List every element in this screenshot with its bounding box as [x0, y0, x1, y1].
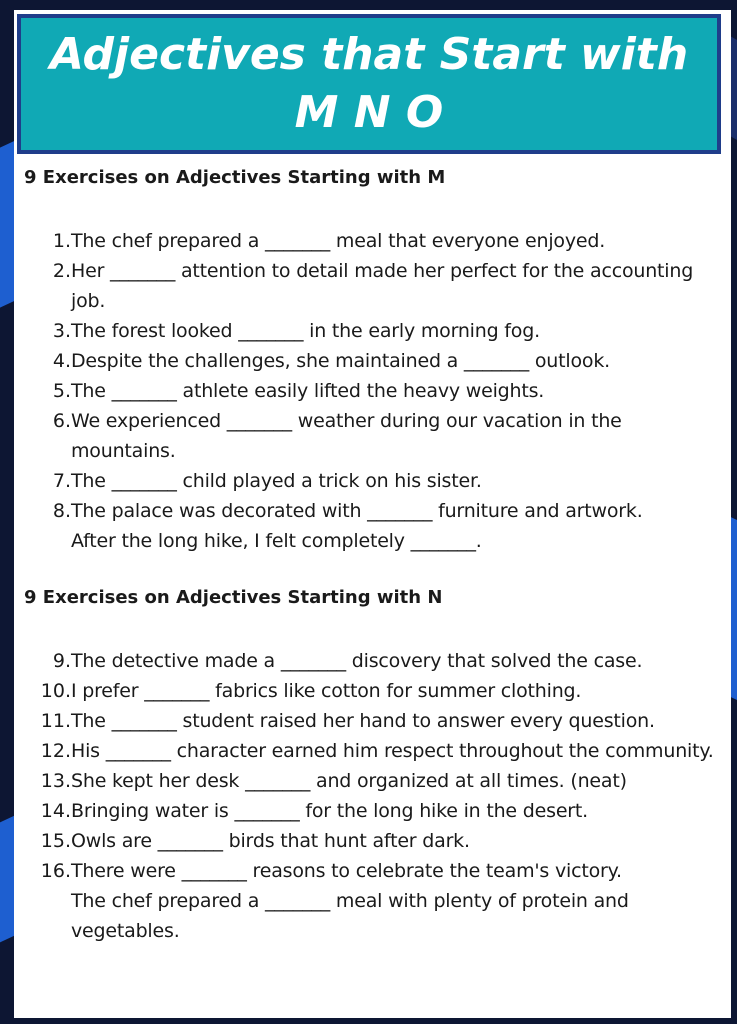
- list-item: [24, 256, 719, 316]
- list-item: [24, 796, 719, 826]
- item-text: Her _______ attention to detail made her perfect for the accounting job.: [71, 260, 694, 312]
- item-number: 7.: [52, 470, 71, 492]
- item-number: 3.: [52, 320, 71, 342]
- item-text: She kept her desk _______ and organized at all times. (neat): [71, 770, 627, 792]
- item-number: 12.: [40, 740, 71, 762]
- list-item: [24, 226, 719, 256]
- list-item-continuation: [24, 886, 719, 946]
- list-item: [24, 736, 719, 766]
- item-number: 11.: [40, 710, 71, 732]
- exercise-list-n: [24, 646, 719, 946]
- section-title-m: 9 Exercises on Adjectives Starting with M: [24, 167, 446, 188]
- item-text: The forest looked _______ in the early morning fog.: [71, 320, 540, 342]
- item-number: 14.: [40, 800, 71, 822]
- item-number: 15.: [40, 830, 71, 852]
- item-text: Bringing water is _______ for the long hike in the desert.: [71, 800, 589, 822]
- item-text: The _______ athlete easily lifted the heavy weights.: [71, 380, 545, 402]
- item-text: The chef prepared a _______ meal that everyone enjoyed.: [71, 230, 606, 252]
- worksheet-card: [14, 10, 731, 1018]
- item-text: Despite the challenges, she maintained a _______ outlook.: [71, 350, 610, 372]
- item-number: 9.: [52, 650, 71, 672]
- item-text: I prefer _______ fabrics like cotton for summer clothing.: [71, 680, 582, 702]
- list-item: [24, 676, 719, 706]
- item-number: 13.: [40, 770, 71, 792]
- list-item: [24, 376, 719, 406]
- list-item: [24, 406, 719, 466]
- item-number: 16.: [40, 860, 71, 882]
- item-text: There were _______ reasons to celebrate the team's victory.: [71, 860, 622, 882]
- item-number: 8.: [52, 500, 71, 522]
- title-banner: [17, 14, 721, 154]
- item-text: The _______ child played a trick on his sister.: [71, 470, 482, 492]
- item-number: 4.: [52, 350, 71, 372]
- list-item: [24, 766, 719, 796]
- item-text: The chef prepared a _______ meal with plenty of protein and vegetables.: [71, 890, 629, 942]
- item-text: The _______ student raised her hand to answer every question.: [71, 710, 655, 732]
- list-item: [24, 856, 719, 886]
- list-item: [24, 466, 719, 496]
- list-item: [24, 826, 719, 856]
- item-number: 10.: [40, 680, 71, 702]
- item-number: 6.: [52, 410, 71, 432]
- item-number: 5.: [52, 380, 71, 402]
- item-text: Owls are _______ birds that hunt after dark.: [71, 830, 470, 852]
- item-text: The palace was decorated with _______ furniture and artwork.: [71, 500, 643, 522]
- exercise-list-m: [24, 226, 719, 556]
- item-text: We experienced _______ weather during our vacation in the mountains.: [71, 410, 622, 462]
- item-text: His _______ character earned him respect throughout the community.: [71, 740, 714, 762]
- item-text: After the long hike, I felt completely _______.: [71, 530, 482, 552]
- page-title: Adjectives that Start with M N O: [49, 29, 689, 138]
- list-item: [24, 646, 719, 676]
- list-item: [24, 346, 719, 376]
- list-item: [24, 496, 719, 526]
- item-number: 2.: [52, 260, 71, 282]
- list-item: [24, 316, 719, 346]
- item-text: The detective made a _______ discovery that solved the case.: [71, 650, 643, 672]
- section-title-n: 9 Exercises on Adjectives Starting with N: [24, 587, 443, 608]
- item-number: 1.: [52, 230, 71, 252]
- list-item-continuation: [24, 526, 719, 556]
- list-item: [24, 706, 719, 736]
